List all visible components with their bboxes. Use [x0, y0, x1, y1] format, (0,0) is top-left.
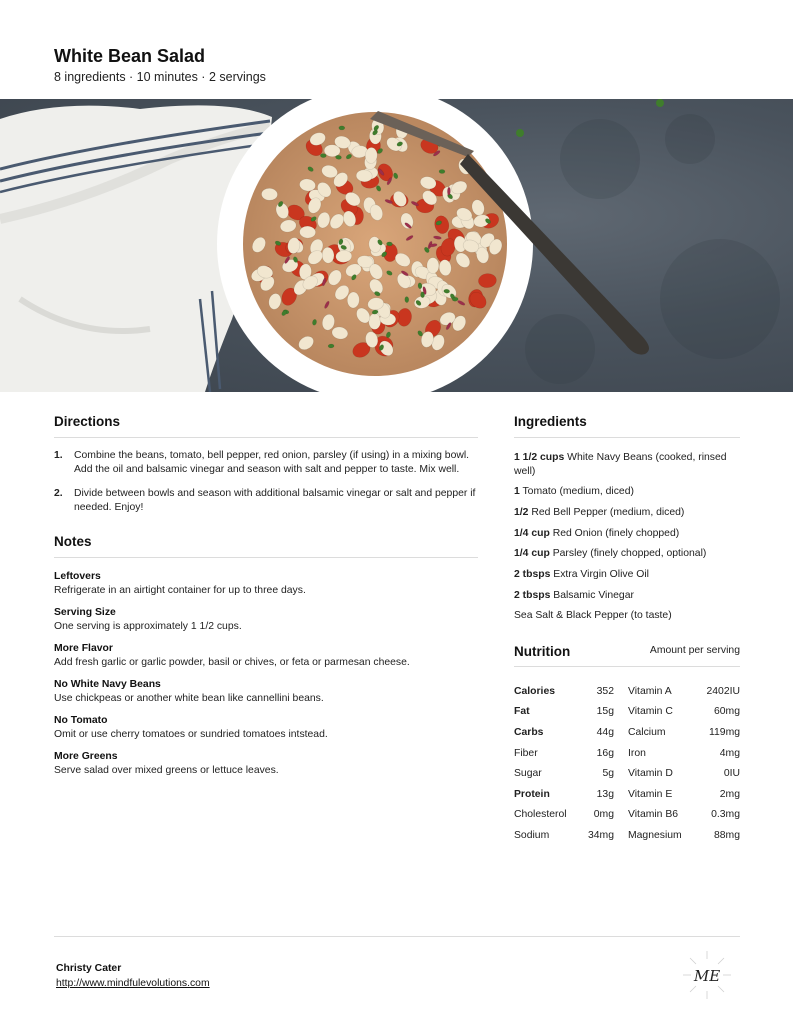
- note-title: Leftovers: [54, 571, 101, 582]
- direction-step: [54, 487, 478, 515]
- nutrient-name: Vitamin C: [628, 706, 673, 718]
- nutrition-row: [514, 702, 740, 723]
- nutrition-row: [514, 825, 740, 846]
- note-text: Add fresh garlic or garlic powder, basil or chives, or feta or parmesan cheese.: [54, 657, 410, 668]
- ingredient-item: [514, 547, 740, 561]
- ingredient-amount: 1 1/2 cups: [514, 452, 565, 463]
- note-title: More Greens: [54, 751, 118, 762]
- recipe-subtitle: 8 ingredients · 10 minutes · 2 servings: [54, 70, 266, 84]
- mindful-evolutions-logo-icon: [681, 949, 733, 1001]
- ingredient-item: [514, 451, 740, 478]
- note-item: [54, 642, 484, 670]
- nutrition-row: [514, 722, 740, 743]
- ingredient-name: Balsamic Vinegar: [553, 589, 634, 601]
- ingredient-item: [514, 506, 740, 520]
- ingredient-item: [514, 485, 740, 499]
- nutrient-name: Calcium: [628, 726, 666, 738]
- ingredient-item: [514, 568, 740, 582]
- nutrient-value: 44g: [596, 726, 614, 738]
- notes-list: [54, 570, 484, 786]
- step-text: Divide between bowls and season with additional balsamic vinegar or salt and pepper if needed. Enjoy!: [74, 488, 476, 513]
- step-number: 1.: [54, 450, 63, 461]
- note-title: Serving Size: [54, 607, 116, 618]
- note-item: [54, 606, 484, 634]
- nutrient-value: 0mg: [593, 809, 614, 821]
- ingredients-heading: Ingredients: [514, 414, 587, 429]
- ingredient-name: Red Onion (finely chopped): [552, 527, 680, 539]
- step-text: Combine the beans, tomato, bell pepper, red onion, parsley (if using) in a mixing bowl. Add the oil and balsamic vinegar and season with salt and pepper to taste. Mix well.: [74, 450, 470, 475]
- divider: [514, 437, 740, 438]
- note-text: Use chickpeas or another white bean like cannellini beans.: [54, 693, 324, 704]
- recipe-title: White Bean Salad: [54, 46, 206, 66]
- note-title: No Tomato: [54, 715, 108, 726]
- nutrition-row: [514, 743, 740, 764]
- notes-heading: Notes: [54, 534, 92, 549]
- step-number: 2.: [54, 488, 63, 499]
- nutrient-value: 2mg: [719, 788, 740, 800]
- nutrient-value: 4mg: [719, 747, 740, 759]
- nutrition-row: [514, 763, 740, 784]
- nutrient-value: 2402IU: [706, 685, 740, 697]
- nutrient-value: 16g: [596, 747, 614, 759]
- nutrient-name: Sodium: [514, 829, 550, 841]
- divider: [54, 437, 478, 438]
- footer-divider: [54, 936, 740, 937]
- nutrient-value: 352: [596, 685, 614, 697]
- nutrient-name: Carbs: [514, 726, 544, 738]
- ingredient-name: Extra Virgin Olive Oil: [553, 568, 649, 580]
- ingredient-name: Sea Salt & Black Pepper (to taste): [514, 610, 672, 622]
- nutrient-value: 15g: [596, 706, 614, 718]
- salad-bowl: [217, 99, 533, 392]
- nutrient-name: Magnesium: [628, 829, 682, 841]
- amount-per-serving-label: Amount per serving: [649, 645, 740, 656]
- nutrient-value: 13g: [596, 788, 614, 800]
- ingredient-name: White Navy Beans (cooked, rinsed well): [514, 452, 727, 477]
- nutrition-row: [514, 784, 740, 805]
- nutrient-value: 60mg: [714, 706, 740, 718]
- nutrient-value: 0.3mg: [711, 809, 740, 821]
- nutrient-name: Vitamin B6: [628, 809, 679, 821]
- note-item: [54, 570, 484, 598]
- directions-heading: Directions: [54, 414, 121, 429]
- nutrient-name: Sugar: [514, 768, 542, 780]
- ingredient-amount: 2 tbsps: [514, 589, 551, 601]
- nutrient-name: Vitamin E: [628, 788, 673, 800]
- nutrition-heading: Nutrition: [514, 644, 571, 659]
- note-item: [54, 714, 484, 742]
- note-text: Refrigerate in an airtight container for up to three days.: [54, 585, 306, 596]
- logo-text: ME: [693, 967, 721, 985]
- nutrient-value: 34mg: [588, 829, 614, 841]
- nutrient-name: Protein: [514, 788, 550, 800]
- ingredient-amount: 1/4 cup: [514, 527, 550, 539]
- note-text: Serve salad over mixed greens or lettuce leaves.: [54, 765, 279, 776]
- directions-list: [54, 449, 478, 525]
- author-website-link[interactable]: http://www.mindfulevolutions.com: [56, 978, 210, 989]
- ingredient-name: Tomato (medium, diced): [522, 486, 634, 498]
- ingredient-amount: 1/4 cup: [514, 548, 550, 560]
- ingredient-name: Red Bell Pepper (medium, diced): [531, 506, 685, 518]
- nutrient-name: Fiber: [514, 747, 538, 759]
- nutrient-value: 5g: [602, 768, 614, 780]
- ingredients-list: [514, 451, 740, 630]
- nutrition-row: [514, 681, 740, 702]
- direction-step: [54, 449, 478, 477]
- nutrient-name: Vitamin D: [628, 768, 673, 780]
- ingredient-name: Parsley (finely chopped, optional): [552, 548, 707, 560]
- nutrient-name: Cholesterol: [514, 809, 567, 821]
- note-title: More Flavor: [54, 643, 113, 654]
- ingredient-item: [514, 589, 740, 603]
- nutrient-name: Iron: [628, 747, 646, 759]
- nutrient-value: 0IU: [723, 768, 740, 780]
- note-item: [54, 678, 484, 706]
- ingredient-amount: 1: [514, 486, 520, 498]
- nutrition-table: [514, 681, 740, 846]
- author-name: Christy Cater: [56, 963, 122, 974]
- nutrient-name: Vitamin A: [628, 685, 672, 697]
- divider: [54, 557, 478, 558]
- nutrition-row: [514, 805, 740, 826]
- divider: [514, 666, 740, 667]
- nutrient-name: Calories: [514, 685, 556, 697]
- note-title: No White Navy Beans: [54, 679, 161, 690]
- ingredient-amount: 2 tbsps: [514, 568, 551, 580]
- nutrient-value: 119mg: [709, 726, 740, 738]
- nutrient-name: Fat: [514, 706, 530, 718]
- recipe-photo: [0, 99, 793, 392]
- ingredient-item: [514, 527, 740, 541]
- ingredient-item: [514, 609, 740, 623]
- nutrient-value: 88mg: [714, 829, 740, 841]
- note-text: One serving is approximately 1 1/2 cups.: [54, 621, 242, 632]
- note-text: Omit or use cherry tomatoes or sundried tomatoes intstead.: [54, 729, 328, 740]
- ingredient-amount: 1/2: [514, 506, 529, 518]
- note-item: [54, 750, 484, 778]
